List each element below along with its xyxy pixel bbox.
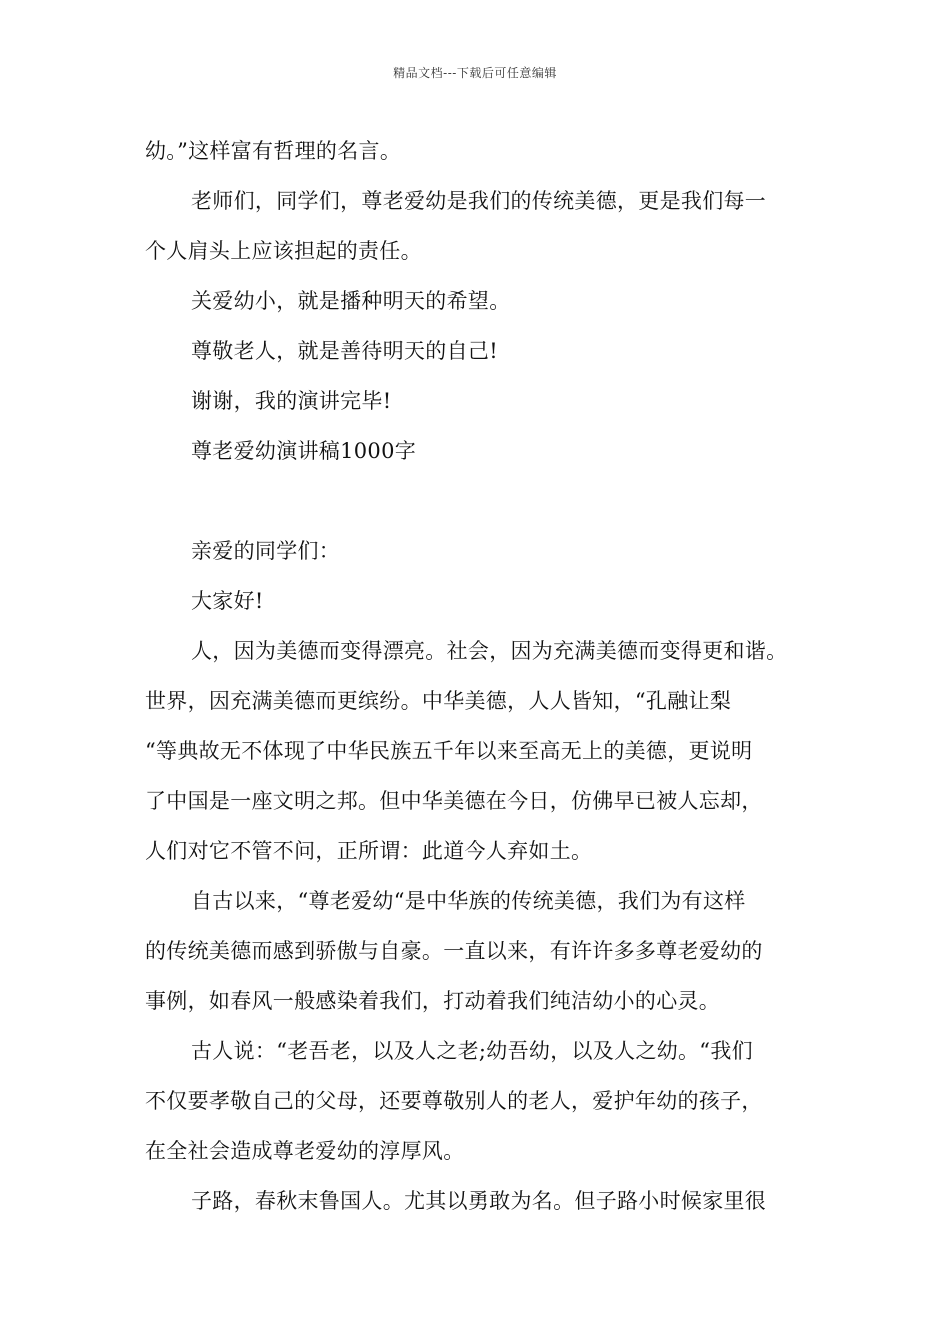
text-line: 子路，春秋末鲁国人。尤其以勇敢为名。但子路小时候家里很 <box>191 1189 767 1213</box>
text-line: 老师们，同学们，尊老爱幼是我们的传统美德，更是我们每一 <box>191 189 767 213</box>
text-line: 事例，如春风一般感染着我们，打动着我们纯洁幼小的心灵。 <box>145 989 721 1013</box>
text-line: 人，因为美德而变得漂亮。社会，因为充满美德而变得更和谐。 <box>191 639 788 663</box>
section-title: 尊老爱幼演讲稿1000字 <box>191 439 417 463</box>
text-line: 谢谢，我的演讲完毕! <box>191 389 392 413</box>
text-line: 在全社会造成尊老爱幼的淳厚风。 <box>145 1139 465 1163</box>
text-line: 世界，因充满美德而更缤纷。中华美德，人人皆知，“孔融让梨 <box>145 689 732 713</box>
text-line: 关爱幼小，就是播种明天的希望。 <box>191 289 511 313</box>
text-line: 个人肩头上应该担起的责任。 <box>145 239 422 263</box>
text-line: 的传统美德而感到骄傲与自豪。一直以来，有许许多多尊老爱幼的 <box>145 939 763 963</box>
text-line: 大家好! <box>191 589 264 613</box>
text-line: “等典故无不体现了中华民族五千年以来至高无上的美德，更说明 <box>145 739 753 763</box>
page-header: 精品文档---下载后可任意编辑 <box>393 66 557 80</box>
text-line: 亲爱的同学们： <box>191 539 341 563</box>
text-line: 尊敬老人，就是善待明天的自己! <box>191 339 498 363</box>
text-line: 自古以来，“尊老爱幼“是中华族的传统美德，我们为有这样 <box>191 889 746 913</box>
text-line: 人们对它不管不问，正所谓：此道今人弃如土。 <box>145 839 593 863</box>
text-line: 了中国是一座文明之邦。但中华美德在今日，仿佛早已被人忘却， <box>145 789 763 813</box>
text-line: 幼。”这样富有哲理的名言。 <box>145 139 402 163</box>
text-line: 不仅要孝敬自己的父母，还要尊敬别人的老人，爱护年幼的孩子， <box>145 1089 763 1113</box>
text-line: 古人说：“老吾老，以及人之老;幼吾幼，以及人之幼。“我们 <box>191 1039 753 1063</box>
